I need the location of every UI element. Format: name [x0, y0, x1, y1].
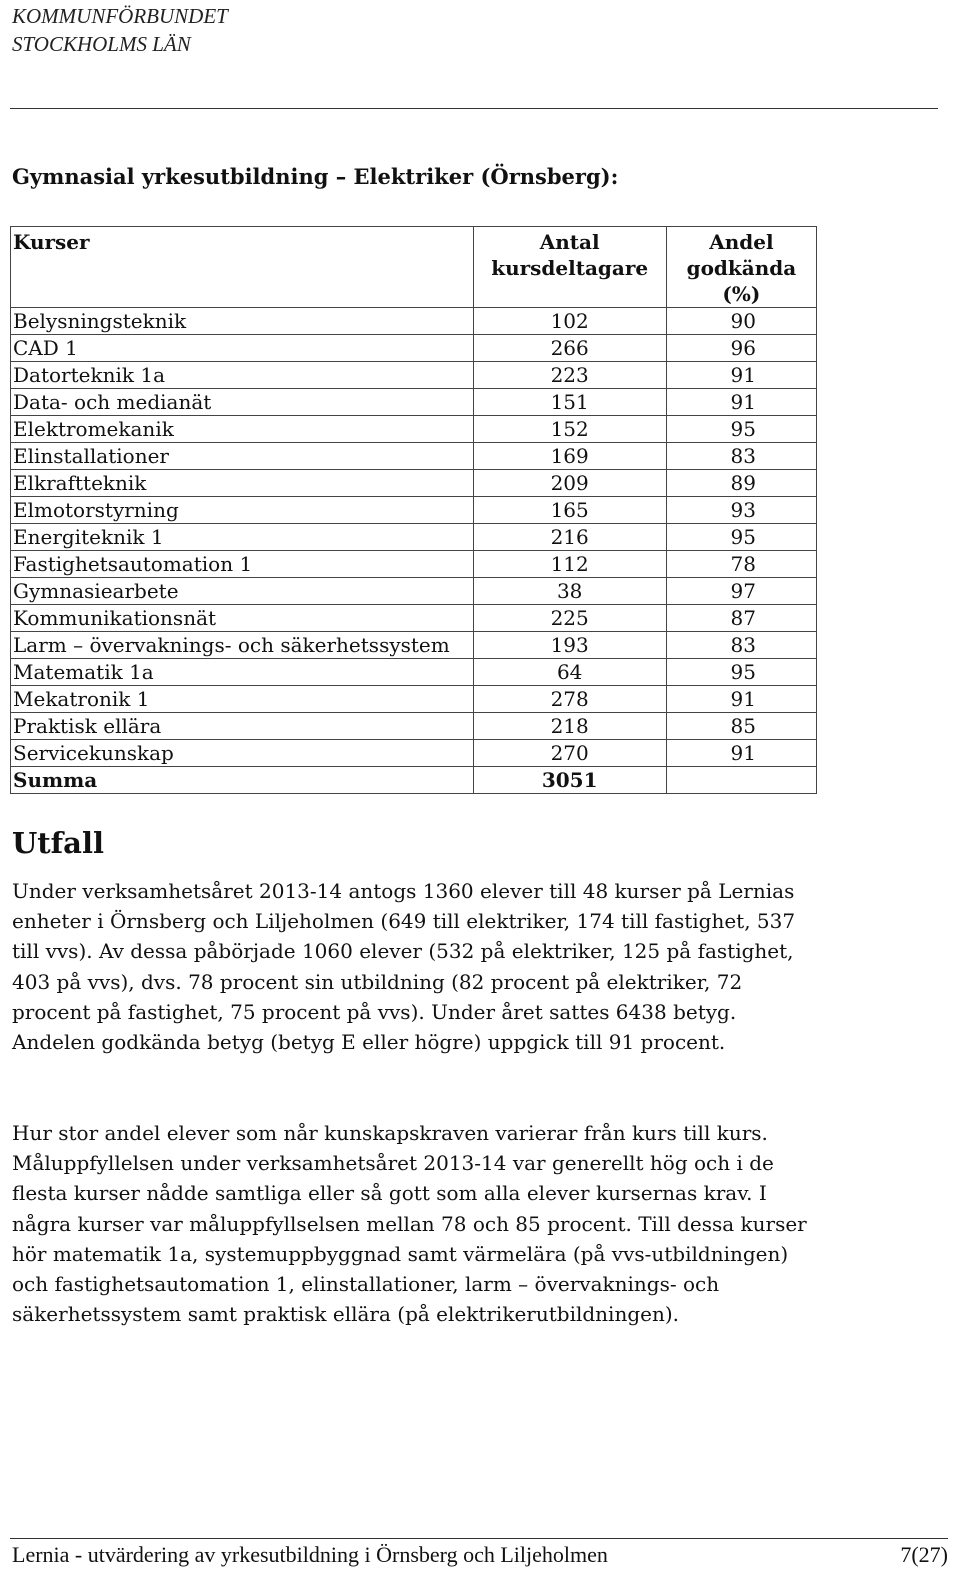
org-line-2: STOCKHOLMS LÄN: [12, 32, 191, 56]
table-row: [11, 362, 817, 389]
pass-rate: 95: [666, 659, 816, 686]
table-header-row: [11, 227, 817, 308]
utfall-paragraph-2: Hur stor andel elever som når kunskapskraven varierar från kurs till kurs. Måluppfyllelsen under verksamhetsåret 2013-14 var generellt hög och i de flesta kurser nådde samtliga eller så gott som alla elever kursernas krav. I några kurser var måluppfyllselsen mellan 78 och 85 procent. Till dessa kurser hör matematik 1a, systemuppbyggnad samt värmelära (på vvs-utbildningen) och fastighetsautomation 1, elinstallationer, larm – övervaknings- och säkerhetssystem samt praktisk ellära (på elektrikerutbildningen).: [12, 1121, 807, 1327]
table-total-row: [11, 767, 817, 794]
table-row: [11, 308, 817, 335]
table-row: [11, 551, 817, 578]
participant-count: 225: [473, 605, 666, 632]
pass-rate: 97: [666, 578, 816, 605]
page-number: 7(27): [900, 1542, 948, 1567]
utfall-heading: Utfall: [12, 826, 104, 860]
pass-rate: 95: [666, 416, 816, 443]
course-name: Elektromekanik: [11, 416, 474, 443]
course-name: Elmotorstyrning: [11, 497, 474, 524]
participant-count: 165: [473, 497, 666, 524]
table-row: [11, 632, 817, 659]
table-row: [11, 605, 817, 632]
course-name: Kommunikationsnät: [11, 605, 474, 632]
participant-count: 38: [473, 578, 666, 605]
course-name: Belysningsteknik: [11, 308, 474, 335]
course-name: Mekatronik 1: [11, 686, 474, 713]
table-row: [11, 416, 817, 443]
table-row: [11, 470, 817, 497]
table-row: [11, 389, 817, 416]
course-name: Gymnasiearbete: [11, 578, 474, 605]
total-label: Summa: [11, 767, 474, 794]
course-name: Praktisk ellära: [11, 713, 474, 740]
participant-count: 102: [473, 308, 666, 335]
pass-rate: 96: [666, 335, 816, 362]
participant-count: 223: [473, 362, 666, 389]
pass-rate: 83: [666, 443, 816, 470]
pass-rate: 87: [666, 605, 816, 632]
table-row: [11, 659, 817, 686]
course-name: Elkraftteknik: [11, 470, 474, 497]
table-row: [11, 578, 817, 605]
pass-rate: 91: [666, 686, 816, 713]
org-line-1: KOMMUNFÖRBUNDET: [12, 4, 228, 28]
pass-rate: 90: [666, 308, 816, 335]
pass-rate: 83: [666, 632, 816, 659]
participant-count: 209: [473, 470, 666, 497]
pass-rate: 93: [666, 497, 816, 524]
pass-rate: 85: [666, 713, 816, 740]
pass-rate: 91: [666, 389, 816, 416]
course-name: Data- och medianät: [11, 389, 474, 416]
total-participants: 3051: [473, 767, 666, 794]
course-name: Datorteknik 1a: [11, 362, 474, 389]
participant-count: 152: [473, 416, 666, 443]
table-row: [11, 524, 817, 551]
course-name: Larm – övervaknings- och säkerhetssystem: [11, 632, 474, 659]
table-row: [11, 335, 817, 362]
participant-count: 218: [473, 713, 666, 740]
total-pass-rate: [666, 767, 816, 794]
course-name: Servicekunskap: [11, 740, 474, 767]
course-name: Energiteknik 1: [11, 524, 474, 551]
header-courses: Kurser: [11, 227, 474, 308]
participant-count: 216: [473, 524, 666, 551]
participant-count: 270: [473, 740, 666, 767]
footer-title: Lernia - utvärdering av yrkesutbildning i Örnsberg och Liljeholmen: [12, 1542, 608, 1567]
participant-count: 151: [473, 389, 666, 416]
course-name: CAD 1: [11, 335, 474, 362]
organization-name: [12, 2, 228, 58]
participant-count: 266: [473, 335, 666, 362]
pass-rate: 78: [666, 551, 816, 578]
table-row: [11, 686, 817, 713]
table-row: [11, 713, 817, 740]
header-pass-rate: Andel godkända (%): [666, 227, 816, 308]
pass-rate: 91: [666, 362, 816, 389]
pass-rate: 91: [666, 740, 816, 767]
course-name: Elinstallationer: [11, 443, 474, 470]
footer-divider: [10, 1538, 948, 1539]
pass-rate: 95: [666, 524, 816, 551]
table-row: [11, 740, 817, 767]
participant-count: 112: [473, 551, 666, 578]
participant-count: 278: [473, 686, 666, 713]
course-name: Matematik 1a: [11, 659, 474, 686]
pass-rate: 89: [666, 470, 816, 497]
participant-count: 64: [473, 659, 666, 686]
courses-table: [10, 226, 817, 794]
table-body: [11, 308, 817, 794]
table-row: [11, 443, 817, 470]
course-name: Fastighetsautomation 1: [11, 551, 474, 578]
section-title: Gymnasial yrkesutbildning – Elektriker (Örnsberg):: [12, 164, 619, 189]
header-divider: [10, 108, 938, 109]
participant-count: 169: [473, 443, 666, 470]
utfall-paragraph-1: Under verksamhetsåret 2013-14 antogs 1360 elever till 48 kurser på Lernias enheter i Örnsberg och Liljeholmen (649 till elektriker, 174 till fastighet, 537 till vvs). Av dessa påbörjade 1060 elever (532 på elektriker, 125 på fastighet, 403 på vvs), dvs. 78 procent sin utbildning (82 procent på elektriker, 72 procent på fastighet, 75 procent på vvs). Under året sattes 6438 betyg. Andelen godkända betyg (betyg E eller högre) uppgick till 91 procent.: [12, 879, 796, 1055]
table-row: [11, 497, 817, 524]
participant-count: 193: [473, 632, 666, 659]
header-participants: Antal kursdeltagare: [473, 227, 666, 308]
